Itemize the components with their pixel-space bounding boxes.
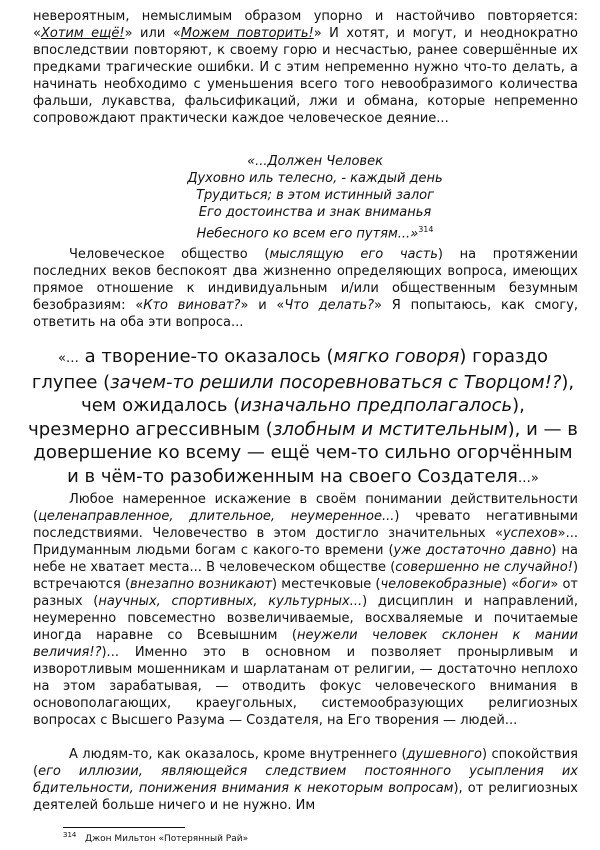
paragraph-questions: Человеческое общество (мыслящую его часть) на протяжении последних веков беспокоят два жизненно определяющих вопроса, имеющих прямое отношение к индивидуальным и/или общественным безумным безобразиям: «Кто виноват?» и «Что делать?» Я попытаюсь, как смогу, ответить на оба эти вопроса...: [33, 247, 579, 330]
verse-quote: [150, 153, 480, 242]
verse-line: «...Должен Человек: [247, 154, 383, 169]
verse-line: Небесного ко всем его путям...»$^{314}$: [196, 225, 434, 242]
paragraph-intro: невероятным, немыслимым образом упорно и настойчиво повторяется: «Хотим ещё!» или «Можем повторить!» И хотят, и могут, и неоднократно впоследствии повторяют, к своему горю и несчастью, ранее совершённые их предками трагические ошибки. И с этим непременно нужно что-то делать, а начинать необходимо с уменьшения всего того невообразимого количества фальши, лукавства, фальсификаций, лжи и обмана, которые непременно сопровождают практически каждое человеческое деяние...: [33, 9, 579, 126]
verse-line: Духовно иль телесно, - каждый день: [187, 171, 443, 186]
paragraph-people: А людям-то, как оказалось, кроме внутреннего (душевного) спокойствия (его иллюзии, являющейся следствием постоянного усыпления их бдительности, понижения внимания к некоторым вопросам), от религиозных деятелей больше ничего и не нужно. Им: [33, 747, 578, 813]
paragraph-distortion: Любое намеренное искажение в своём понимании действительности (целенаправленное, длительное, неумеренное...) чревато негативными последствиями. Человечество в этом достигло значительных «успехов»... Придуманным людьми богам с какого-то времени (уже достаточно давно) на небе не хватает места... В человеческом обществе (совершенно не случайно!) встречаются (внезапно возникают) местечковые (человекобразные) «боги» от разных (научных, спортивных, культурных...) дисциплин и направлений, неумеренно повсеместно возвеличиваемые, восхваляемые и почитаемые иногда наравне со Всевышним (неужели человек склонен к мании величия!?)... Именно это в основном и позволяет пронырливым и изворотливым мошенникам и шарлатанам от религии, — достаточно неплохо на этом зарабатывая, — отводить фокус человеческого внимания в основополагающих, краеугольных, системообразующих религиозных вопросах с Высшего Разума — Создателя, на Его творения — людей...: [33, 492, 579, 728]
footnote-text: Джон Мильтон «Потерянный Рай»: [84, 834, 249, 844]
verse-line: Трудиться; в этом истинный залог: [196, 188, 434, 203]
verse-line: Его достоинства и знак вниманья: [198, 205, 432, 220]
footnote-number: 314: [63, 831, 77, 839]
emphasis-can-repeat: Можем повторить!: [180, 26, 314, 41]
footnote-divider: [63, 827, 185, 828]
highlighted-quote: «… а творение-то оказалось (мягко говоря) гораздо глупее (зачем-то решили посоревноваться с Творцом!?), чем ожидалось (изначально предполагалось), чрезмерно агрессивным (злобным и мстительным), и — в довершение ко всему — ещё чем-то сильно огорчённым и в чём-то разобиженным на своего Создателя…»: [28, 346, 578, 487]
footnote-ref[interactable]: 314: [418, 225, 434, 234]
emphasis-want-more: Хотим ещё!: [40, 26, 125, 41]
footnote: [63, 829, 248, 845]
